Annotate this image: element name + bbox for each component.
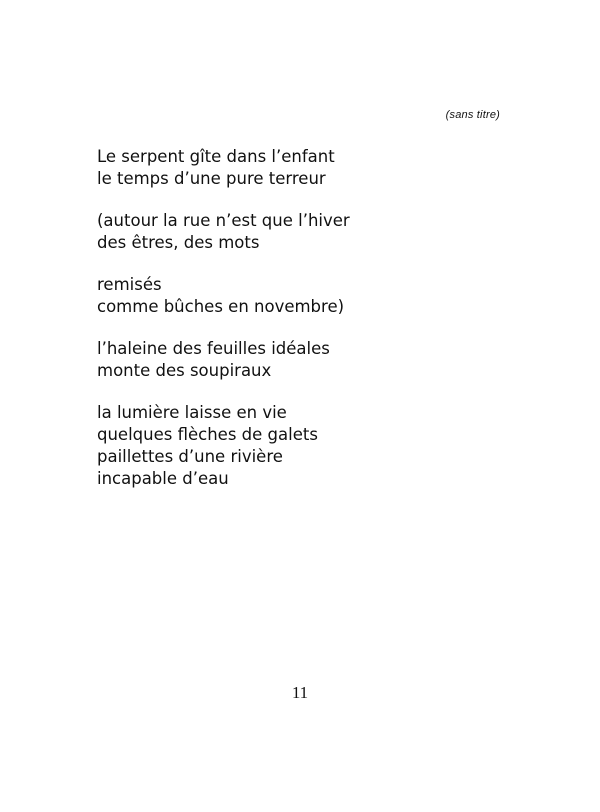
poem-line: incapable d’eau: [97, 469, 229, 488]
poem-line: (autour la rue n’est que l’hiver: [97, 211, 350, 230]
poem-line: la lumière laisse en vie: [97, 403, 287, 422]
poem-line: Le serpent gîte dans l’enfant: [97, 147, 335, 166]
poem-title: (sans titre): [445, 109, 500, 121]
stanza: [97, 402, 497, 490]
poem-line: le temps d’une pure terreur: [97, 169, 326, 188]
stanza: [97, 338, 497, 382]
poem-line: paillettes d’une rivière: [97, 447, 283, 466]
poem-line: monte des soupiraux: [97, 361, 272, 380]
poem-line: comme bûches en novembre): [97, 297, 345, 316]
poem-line: remisés: [97, 275, 162, 294]
stanza: [97, 210, 497, 254]
poem-line: des êtres, des mots: [97, 233, 260, 252]
poem-line: quelques flèches de galets: [97, 425, 318, 444]
poem-line: l’haleine des feuilles idéales: [97, 339, 330, 358]
stanza: [97, 146, 497, 190]
stanza: [97, 274, 497, 318]
page-number: 11: [291, 683, 309, 702]
poem-body: [97, 146, 497, 510]
